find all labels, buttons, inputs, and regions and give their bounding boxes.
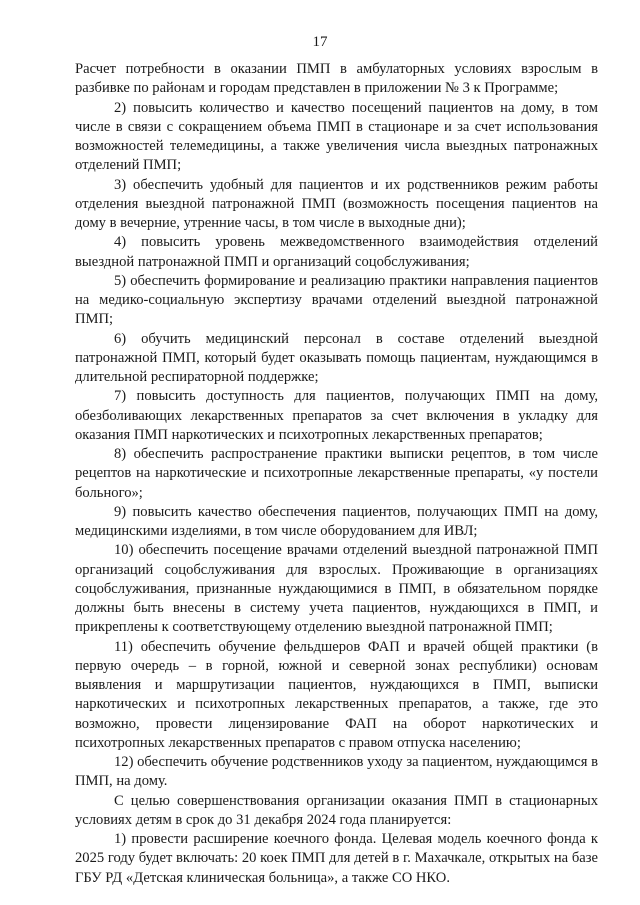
paragraph-item-5: 5) обеспечить формирование и реализацию практики направления пациентов на медико-социальную экспертизу врачами отделений выездной патронажной ПМП; xyxy=(75,272,598,328)
paragraph-item-2: 2) повысить количество и качество посещений пациентов на дому, в том числе в связи с сокращением объема ПМП в стационаре и за счет использования возможностей телемедицины, а также увеличения числа выездных патронажных отделений ПМП; xyxy=(75,99,598,174)
paragraph-item-8: 8) обеспечить распространение практики выписки рецептов, в том числе рецептов на наркотические и психотропные лекарственные препараты, «у постели больного»; xyxy=(75,446,598,501)
paragraph-item-10: 10) обеспечить посещение врачами отделений выездной патронажной ПМП организаций соцобслуживания для взрослых. Проживающие в организациях соцобслуживания, признанные нуждающимися в ПМП, в обязательном порядке должны быть внесены в систему учета пациентов, нуждающихся в ПМП, и прикреплены к соответствующему отделению выездной патронажной ПМП; xyxy=(75,542,598,636)
paragraph-intro: Расчет потребности в оказании ПМП в амбулаторных условиях взрослым в разбивке по районам и городам представлен в приложении № 3 к Программе; xyxy=(75,61,598,97)
paragraph-inpatient-goal: С целью совершенствования организации оказания ПМП в стационарных условиях детям в срок до 31 декабря 2024 года планируется: xyxy=(75,792,598,828)
document-body xyxy=(75,60,598,888)
paragraph-item-3: 3) обеспечить удобный для пациентов и их родственников режим работы отделения выездной патронажной ПМП (возможность посещения пациентов на дому в вечерние, утренние часы, в том числе в выходные дни); xyxy=(75,176,598,231)
paragraph-item-6: 6) обучить медицинский персонал в составе отделений выездной патронажной ПМП, который будет оказывать помощь пациентам, нуждающимся в длительной респираторной поддержке; xyxy=(75,330,598,385)
paragraph-item-9: 9) повысить качество обеспечения пациентов, получающих ПМП на дому, медицинскими изделиями, в том числе оборудованием для ИВЛ; xyxy=(75,503,598,539)
paragraph-item-12: 12) обеспечить обучение родственников уходу за пациентом, нуждающимся в ПМП, на дому. xyxy=(75,754,599,790)
paragraph-item-7: 7) повысить доступность для пациентов, получающих ПМП на дому, обезболивающих лекарственных препаратов за счет включения в укладку для оказания ПМП наркотических и психотропных лекарственных препаратов; xyxy=(75,388,598,443)
paragraph-item-4: 4) повысить уровень межведомственного взаимодействия отделений выездной патронажной ПМП и организаций соцобслуживания; xyxy=(75,234,598,270)
page-number: 17 xyxy=(312,34,328,50)
paragraph-inpatient-item-1: 1) провести расширение коечного фонда. Целевая модель коечного фонда к 2025 году будет включать: 20 коек ПМП для детей в г. Махачкале, открытых на базе ГБУ РД «Детская клиническая больница», а также СО НКО. xyxy=(75,831,598,886)
paragraph-item-11: 11) обеспечить обучение фельдшеров ФАП и врачей общей практики (в первую очередь – в горной, южной и северной зонах республики) основам выявления и маршрутизации пациентов, нуждающихся в ПМП, выписки наркотических и психотропных лекарственных препаратов, а также, где это возможно, провести лицензирование ФАП на оборот наркотических и психотропных лекарственных препаратов с правом отпуска населению; xyxy=(75,638,598,751)
